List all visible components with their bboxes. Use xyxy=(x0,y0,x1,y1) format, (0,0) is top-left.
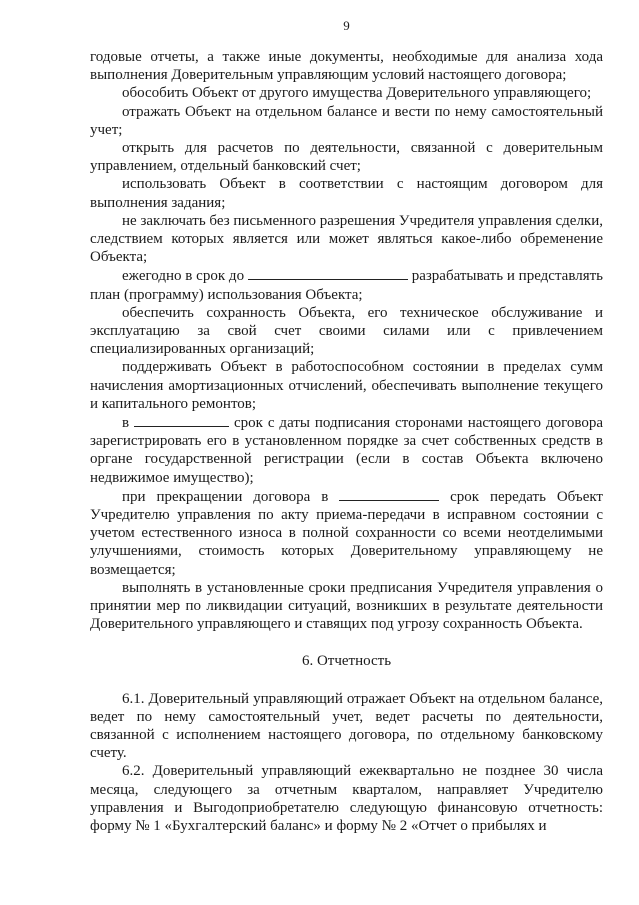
annual-plan-text-end: разрабатывать и представлять план (программу) использования Объекта; xyxy=(90,268,604,303)
paragraph-annual-plan xyxy=(90,266,603,303)
page-number: 9 xyxy=(343,18,350,33)
paragraph-working-condition: поддерживать Объект в работоспособном состоянии в пределах сумм начисления амортизационных отчислений, обеспечивать выполнение текущего и капитального ремонтов; xyxy=(90,359,603,412)
paragraph-annual-reports: годовые отчеты, а также иные документы, необходимые для анализа хода выполнения Доверительным управляющим условий настоящего договора; xyxy=(90,49,603,84)
paragraph-instructions: выполнять в установленные сроки предписания Учредителя управления о принятии мер по ликвидации ситуаций, возникших в результате деятельности Доверительного управляющего и ставящих под угрозу сохранность Объекта. xyxy=(90,579,603,633)
paragraph-bank-account: открыть для расчетов по деятельности, связанной с доверительным управлением, отдельный банковский счет; xyxy=(90,140,603,175)
paragraph-separate-object: обособить Объект от другого имущества Доверительного управляющего; xyxy=(122,85,592,102)
termination-term-blank xyxy=(339,487,439,501)
registration-text-end: срок с даты подписания сторонами настоящего договора зарегистрировать его в установленном порядке за счет собственных средств в органе государственной регистрации (если в состав Объекта включено недвижимое имущество); xyxy=(90,415,603,486)
paragraph-maintenance: обеспечить сохранность Объекта, его техническое обслуживание и эксплуатацию за свой счет своими силами или с привлечением специализированных организаций; xyxy=(90,304,603,358)
registration-term-blank xyxy=(134,413,229,427)
paragraph-6-2: 6.2. Доверительный управляющий ежеквартально не позднее 30 числа месяца, следующего за отчетным кварталом, направляет Учредителю управления и Выгодоприобретателю следующую финансовую отчетность: форму № 1 «Бухгалтерский баланс» и форму № 2 «Отчет о прибылях и xyxy=(90,763,603,834)
paragraph-termination xyxy=(90,487,603,579)
paragraph-separate-balance: отражать Объект на отдельном балансе и вести по нему самостоятельный учет; xyxy=(90,103,603,138)
paragraph-registration xyxy=(90,413,603,487)
section-title-reporting: 6. Отчетность xyxy=(301,652,392,669)
termination-text-start: при прекращении договора в xyxy=(122,488,329,505)
annual-plan-text-start: ежегодно в срок до xyxy=(122,268,245,285)
paragraph-no-encumbrance: не заключать без письменного разрешения Учредителя управления сделки, следствием которых является или может являться какое-либо обременение Объекта; xyxy=(90,212,603,266)
termination-text-end: срок передать Объект Учредителю управления по акту приема-передачи в исправном состоянии с учетом естественного износа в полной сохранности со всеми неотделимыми улучшениями, стоимость которых Доверительному управляющему не возмещается; xyxy=(90,488,603,578)
paragraph-use-object: использовать Объект в соответствии с настоящим договором для выполнения задания; xyxy=(90,176,603,211)
registration-text-start: в xyxy=(122,415,130,432)
annual-plan-date-blank xyxy=(248,266,408,280)
paragraph-6-1: 6.1. Доверительный управляющий отражает Объект на отдельном балансе, ведет по нему самостоятельный учет, ведет расчеты по деятельности, связанной с исполнением настоящего договора, по отдельному банковскому счету. xyxy=(90,690,603,762)
